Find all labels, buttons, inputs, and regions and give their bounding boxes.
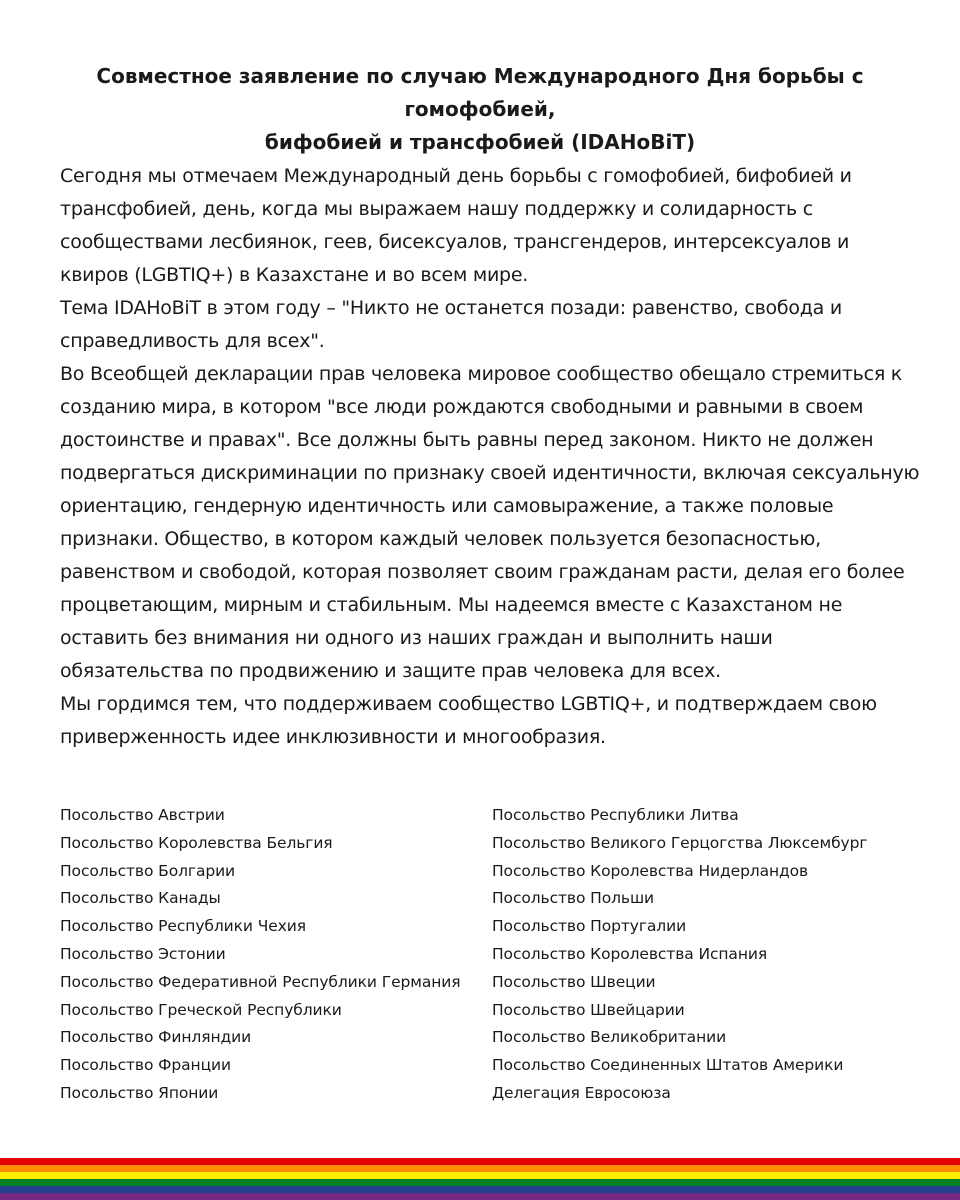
signatory-item: Посольство Великого Герцогства Люксембург: [492, 833, 868, 852]
signatory-item: Посольство Швейцарии: [492, 1000, 685, 1019]
signatory-item: Посольство Швеции: [492, 972, 656, 991]
signatory-item: Посольство Финляндии: [60, 1028, 252, 1047]
signatory-item: Посольство Республики Литва: [492, 806, 739, 824]
signatory-item: Посольство Великобритании: [492, 1028, 727, 1047]
paragraph-declaration: Во Всеобщей декларации прав человека мировое сообщество обещало стремиться к созданию мира, в котором "все люди рождаются свободными и равными в своем достоинстве и правах". Все должны быть равны перед законом. Никто не должен подвергаться дискриминации по признаку своей идентичности, включая сексуальную ориентацию, гендерную идентичность или самовыражение, а также половые признаки. Общество, в котором каждый человек пользуется безопасностью, равенством и свободой, которая позволяет своим гражданам расти, делая его более процветающим, мирным и стабильным. Мы надеемся вместе с Казахстаном не оставить без внимания ни одного из наших граждан и выполнить наши обязательства по продвижению и защите прав человека для всех.: [60, 363, 920, 682]
signatory-item: Посольство Греческой Республики: [60, 1000, 342, 1019]
signatory-item: Посольство Австрии: [60, 806, 225, 824]
rainbow-stripe: [0, 1165, 960, 1172]
signatory-item: Посольство Польши: [492, 889, 655, 908]
signatory-item: Посольство Болгарии: [60, 861, 236, 880]
signatory-item: Посольство Японии: [60, 1083, 219, 1102]
signatory-item: Посольство Федеративной Республики Германия: [60, 972, 461, 991]
paragraph-intro: Сегодня мы отмечаем Международный день борьбы с гомофобией, бифобией и трансфобией, день, когда мы выражаем нашу поддержку и солидарность с сообществами лесбиянок, геев, бисексуалов, трансгендеров, интерсексуалов и квиров (LGBTIQ+) в Казахстане и во всем мире.: [60, 165, 852, 286]
paragraph-closing: Мы гордимся тем, что поддерживаем сообщество LGBTIQ+, и подтверждаем свою приверженность идее инклюзивности и многообразия.: [60, 693, 877, 748]
paragraph-theme: Тема IDAHoBiT в этом году – "Никто не останется позади: равенство, свобода и справедливость для всех".: [60, 297, 842, 352]
page-title: [40, 60, 920, 159]
signatory-item: Посольство Франции: [60, 1056, 231, 1075]
signatory-item: Посольство Португалии: [492, 917, 687, 936]
signatory-item: Посольство Эстонии: [60, 944, 226, 963]
signatory-item: Посольство Королевства Бельгия: [60, 833, 333, 852]
signatories-list: [60, 802, 920, 1108]
title-line-1: Совместное заявление по случаю Международного Дня борьбы с гомофобией,: [96, 64, 864, 121]
signatory-item: Посольство Республики Чехия: [60, 917, 306, 936]
signatories-right-column: [492, 802, 920, 1108]
signatory-item: Посольство Королевства Испания: [492, 944, 768, 963]
rainbow-stripe: [0, 1186, 960, 1193]
rainbow-stripe: [0, 1179, 960, 1186]
statement-body: [60, 160, 920, 754]
signatories-left-column: [60, 802, 492, 1108]
rainbow-flag-stripe: [0, 1158, 960, 1200]
rainbow-stripe: [0, 1172, 960, 1179]
rainbow-stripe: [0, 1193, 960, 1200]
rainbow-stripe: [0, 1158, 960, 1165]
signatory-item: Делегация Евросоюза: [492, 1083, 671, 1102]
title-line-2: бифобией и трансфобией (IDAHoBiT): [264, 130, 696, 154]
signatory-item: Посольство Королевства Нидерландов: [492, 861, 809, 880]
signatory-item: Посольство Соединенных Штатов Америки: [492, 1056, 844, 1075]
signatory-item: Посольство Канады: [60, 889, 221, 908]
